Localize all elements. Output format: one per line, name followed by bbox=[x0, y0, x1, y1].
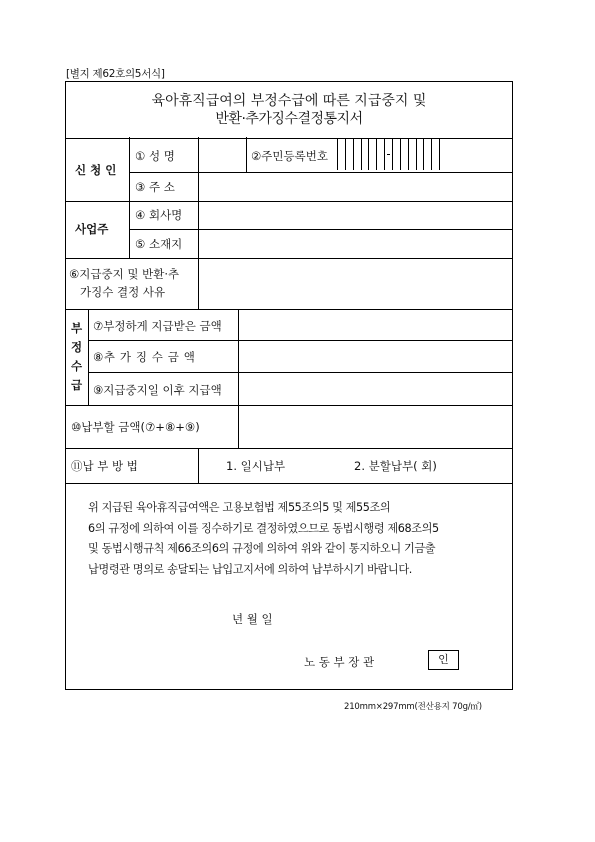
digit-cell[interactable] bbox=[368, 139, 376, 170]
digit-cell[interactable] bbox=[416, 139, 424, 170]
digit-cell[interactable] bbox=[337, 139, 345, 170]
lump-sum-option[interactable]: 1. 일시납부 bbox=[226, 459, 286, 473]
additional-collection-field[interactable] bbox=[239, 341, 512, 371]
digit-cell[interactable] bbox=[400, 139, 408, 170]
employer-section-label: 사업주 bbox=[75, 222, 109, 236]
name-label: ① 성 명 bbox=[135, 149, 175, 163]
notice-line: 6의 규정에 의하여 이를 징수하기로 결정하였으므로 동법시행령 제68조의5 bbox=[88, 521, 439, 535]
digit-cell[interactable] bbox=[408, 139, 416, 170]
form-title bbox=[66, 82, 512, 139]
rule-fraud-section bbox=[88, 309, 89, 405]
paper-spec: 210mm×297mm(전산용지 70g/㎡) bbox=[344, 702, 482, 712]
company-name-label: ④ 회사명 bbox=[135, 208, 183, 222]
fraud-section-char: 부 bbox=[71, 321, 83, 335]
rule-payable-bottom bbox=[65, 448, 513, 449]
reason-label-line-2: 가징수 결정 사유 bbox=[80, 285, 166, 299]
digit-cell[interactable] bbox=[392, 139, 400, 170]
title-line-1: 육아휴직급여의 부정수급에 따른 지급중지 및 bbox=[151, 93, 427, 109]
address-label: ③ 주 소 bbox=[135, 180, 175, 194]
notice-line: 위 지급된 육아휴직급여액은 고용보험법 제55조의5 및 제55조의 bbox=[88, 501, 391, 514]
title-line-2: 반환·추가징수결정통지서 bbox=[215, 111, 363, 127]
name-field[interactable] bbox=[199, 138, 245, 171]
installment-option[interactable]: 2. 분할납부( 회) bbox=[354, 459, 437, 473]
fraud-section-char: 수 bbox=[71, 359, 83, 373]
fraud-section-char: 급 bbox=[71, 378, 83, 392]
improper-amount-label: ⑦부정하게 지급받은 금액 bbox=[93, 319, 222, 333]
notice-line: 및 동법시행규칙 제66조의6의 규정에 의하여 위와 같이 통지하오니 기금출 bbox=[88, 542, 436, 555]
reason-label-line-1: ⑥지급중지 및 반환·추 bbox=[69, 267, 180, 281]
rule-payment-divider bbox=[198, 448, 199, 483]
after-stop-amount-label: ⑨지급중지일 이후 지급액 bbox=[93, 383, 222, 397]
form-number: [별지 제62호의5서식] bbox=[66, 68, 165, 80]
seal-stamp: 인 bbox=[428, 650, 459, 670]
rule-payment-bottom bbox=[65, 483, 513, 484]
digit-cell[interactable] bbox=[439, 139, 447, 170]
payable-amount-field[interactable] bbox=[239, 406, 512, 447]
digit-cell[interactable] bbox=[423, 139, 431, 170]
notice-body bbox=[88, 498, 508, 580]
location-field[interactable] bbox=[199, 230, 512, 257]
company-name-field[interactable] bbox=[199, 202, 512, 228]
digit-cell[interactable] bbox=[431, 139, 439, 170]
issuer-title: 노 동 부 장 관 bbox=[304, 655, 375, 669]
address-field[interactable] bbox=[199, 173, 512, 200]
date-line: 년 월 일 bbox=[232, 612, 273, 626]
after-stop-amount-field[interactable] bbox=[239, 373, 512, 404]
location-label: ⑤ 소재지 bbox=[135, 237, 183, 251]
fraud-section-char: 정 bbox=[71, 340, 83, 354]
payment-method-label: ⑪납 부 방 법 bbox=[71, 459, 138, 473]
additional-collection-label: ⑧추 가 징 수 금 액 bbox=[93, 350, 196, 364]
applicant-section-label: 신 청 인 bbox=[75, 163, 117, 177]
reason-field[interactable] bbox=[199, 259, 512, 308]
hyphen-mark bbox=[387, 154, 390, 155]
digit-cell[interactable] bbox=[376, 139, 384, 170]
digit-cell[interactable] bbox=[353, 139, 361, 170]
notice-line: 납명령관 명의로 송달되는 납입고지서에 의하여 납부하시기 바랍니다. bbox=[88, 562, 412, 576]
digit-cell[interactable] bbox=[361, 139, 369, 170]
payable-amount-label: ⑩납부할 금액(⑦+⑧+⑨) bbox=[71, 420, 200, 434]
digit-cell[interactable] bbox=[345, 139, 353, 170]
improper-amount-field[interactable] bbox=[239, 310, 512, 339]
rule-section-divider bbox=[129, 137, 130, 258]
resident-number-label: ②주민등록번호 bbox=[251, 149, 328, 163]
rule-name-value-end bbox=[246, 137, 247, 172]
hyphen-cell bbox=[384, 139, 392, 170]
resident-number-cells bbox=[337, 139, 447, 170]
